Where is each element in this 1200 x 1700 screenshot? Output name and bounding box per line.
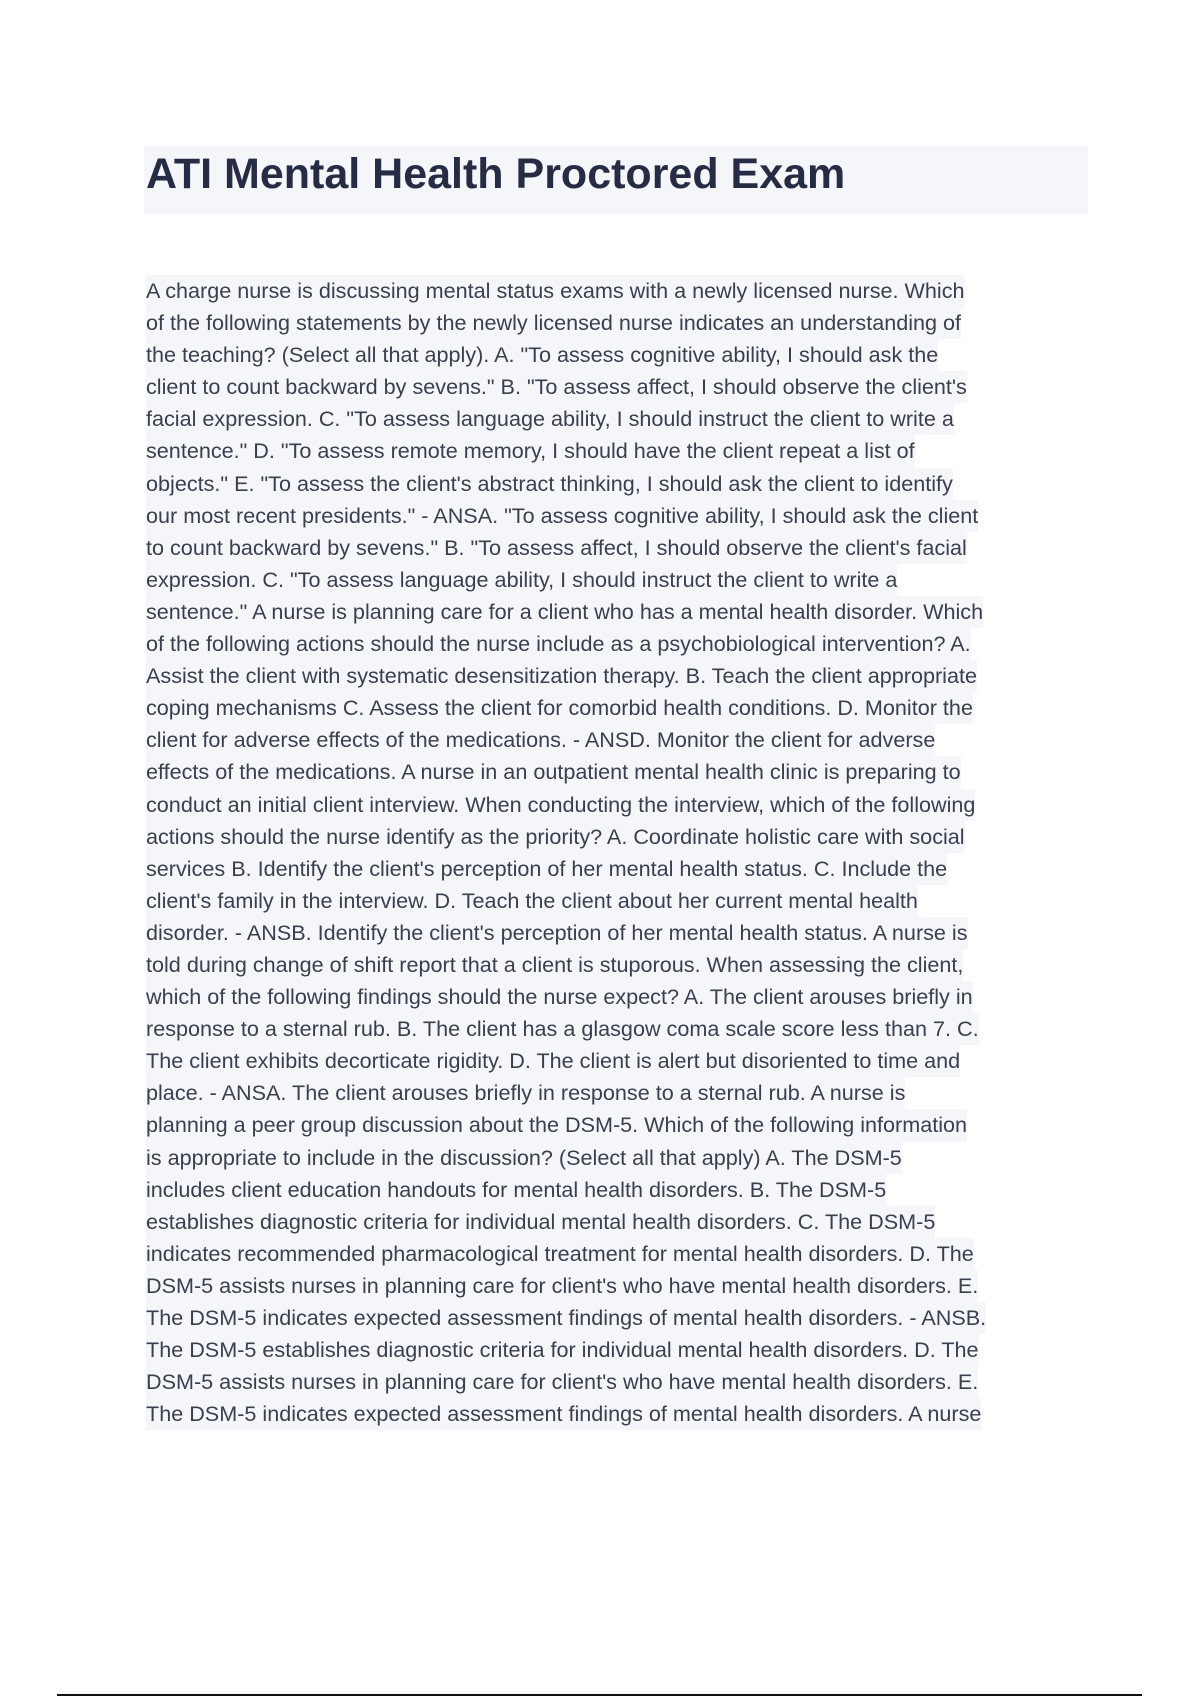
body-text-line: facial expression. C. "To assess language ability, I should instruct the client to write a <box>146 403 954 435</box>
document-body <box>146 275 1090 1430</box>
document-title: ATI Mental Health Proctored Exam <box>146 150 846 198</box>
body-text-line: actions should the nurse identify as the priority? A. Coordinate holistic care with social <box>146 821 965 853</box>
body-text-line: place. - ANSA. The client arouses briefly in response to a sternal rub. A nurse is <box>146 1077 905 1109</box>
body-text-line: The DSM-5 indicates expected assessment findings of mental health disorders. A nurse <box>146 1398 981 1430</box>
body-text-line: sentence." A nurse is planning care for a client who has a mental health disorder. Which <box>146 596 983 628</box>
body-text-line: conduct an initial client interview. When conducting the interview, which of the following <box>146 789 975 821</box>
body-text-line: Assist the client with systematic desensitization therapy. B. Teach the client appropriate <box>146 660 977 692</box>
body-text-line: client for adverse effects of the medications. - ANSD. Monitor the client for adverse <box>146 724 935 756</box>
body-text-line: which of the following findings should the nurse expect? A. The client arouses briefly in <box>146 981 973 1013</box>
body-text-line: The DSM-5 establishes diagnostic criteria for individual mental health disorders. D. The <box>146 1334 979 1366</box>
body-text-line: is appropriate to include in the discussion? (Select all that apply) A. The DSM-5 <box>146 1142 902 1174</box>
body-text-line: coping mechanisms C. Assess the client for comorbid health conditions. D. Monitor the <box>146 692 973 724</box>
page-bottom-rule <box>57 1694 1142 1696</box>
body-text-line: includes client education handouts for mental health disorders. B. The DSM-5 <box>146 1174 886 1206</box>
body-text-line: effects of the medications. A nurse in an outpatient mental health clinic is preparing to <box>146 756 961 788</box>
body-text-line: of the following statements by the newly licensed nurse indicates an understanding of <box>146 307 961 339</box>
body-text-line: DSM-5 assists nurses in planning care for client's who have mental health disorders. E. <box>146 1270 978 1302</box>
body-text-line: planning a peer group discussion about the DSM-5. Which of the following information <box>146 1109 967 1141</box>
body-text-line: The DSM-5 indicates expected assessment findings of mental health disorders. - ANSB. <box>146 1302 986 1334</box>
body-text-line: A charge nurse is discussing mental status exams with a newly licensed nurse. Which <box>146 275 965 307</box>
body-text-line: the teaching? (Select all that apply). A. "To assess cognitive ability, I should ask the <box>146 339 938 371</box>
body-text-line: objects." E. "To assess the client's abstract thinking, I should ask the client to identify <box>146 468 953 500</box>
body-text-line: client to count backward by sevens." B. "To assess affect, I should observe the client's <box>146 371 967 403</box>
body-text-line: told during change of shift report that a client is stuporous. When assessing the client, <box>146 949 963 981</box>
body-text-line: to count backward by sevens." B. "To assess affect, I should observe the client's facial <box>146 532 967 564</box>
body-text-line: DSM-5 assists nurses in planning care for client's who have mental health disorders. E. <box>146 1366 978 1398</box>
body-text-line: our most recent presidents." - ANSA. "To assess cognitive ability, I should ask the client <box>146 500 978 532</box>
body-text-line: disorder. - ANSB. Identify the client's perception of her mental health status. A nurse is <box>146 917 968 949</box>
body-text-line: indicates recommended pharmacological treatment for mental health disorders. D. The <box>146 1238 974 1270</box>
body-text-line: of the following actions should the nurse include as a psychobiological intervention? A. <box>146 628 971 660</box>
body-text-line: establishes diagnostic criteria for individual mental health disorders. C. The DSM-5 <box>146 1206 935 1238</box>
body-text-line: services B. Identify the client's perception of her mental health status. C. Include the <box>146 853 947 885</box>
body-text-line: response to a sternal rub. B. The client has a glasgow coma scale score less than 7. C. <box>146 1013 979 1045</box>
body-text-line: sentence." D. "To assess remote memory, I should have the client repeat a list of <box>146 435 915 467</box>
body-text-line: The client exhibits decorticate rigidity. D. The client is alert but disoriented to time and <box>146 1045 960 1077</box>
body-text-line: client's family in the interview. D. Teach the client about her current mental health <box>146 885 918 917</box>
body-text-line: expression. C. "To assess language ability, I should instruct the client to write a <box>146 564 897 596</box>
